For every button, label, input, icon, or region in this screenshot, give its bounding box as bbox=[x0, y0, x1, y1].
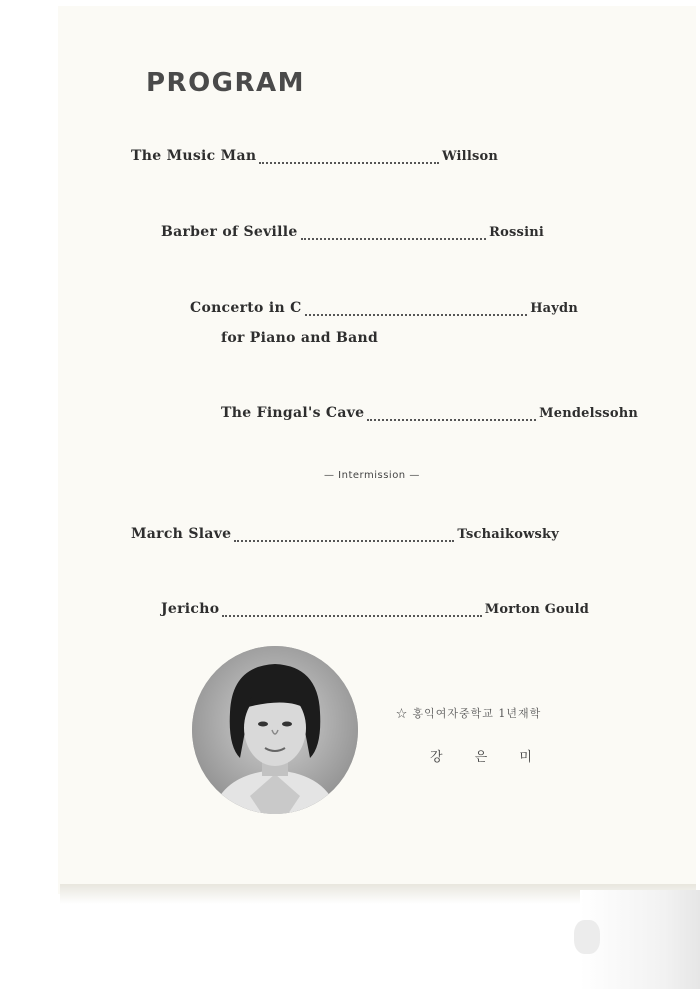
dot-leader bbox=[301, 234, 487, 240]
performer-photo bbox=[192, 646, 358, 814]
program-item-2 bbox=[161, 224, 544, 246]
portrait-image bbox=[192, 646, 358, 814]
dot-leader bbox=[367, 415, 536, 421]
piece-title: Barber of Seville bbox=[161, 224, 298, 240]
program-item-4 bbox=[221, 405, 638, 427]
dot-leader bbox=[222, 611, 481, 617]
intermission-label: — Intermission — bbox=[324, 470, 420, 481]
performer-school: ☆ 홍익여자중학교 1년재학 bbox=[396, 707, 542, 720]
piece-subtitle: for Piano and Band bbox=[221, 330, 379, 346]
program-item-1 bbox=[131, 148, 498, 170]
composer-name: Rossini bbox=[489, 225, 544, 240]
program-item-5 bbox=[131, 526, 559, 548]
corner-stamp bbox=[574, 920, 600, 954]
composer-name: Morton Gould bbox=[484, 602, 589, 617]
program-title: PROGRAM bbox=[146, 68, 306, 98]
composer-name: Willson bbox=[441, 149, 498, 164]
piece-title: The Music Man bbox=[131, 148, 257, 164]
piece-title: March Slave bbox=[131, 526, 232, 542]
program-item-3 bbox=[190, 300, 578, 322]
composer-name: Tschaikowsky bbox=[457, 527, 559, 542]
dot-leader bbox=[234, 536, 454, 542]
program-sheet bbox=[58, 6, 696, 894]
composer-name: Haydn bbox=[530, 301, 578, 316]
program-item-6 bbox=[161, 601, 589, 623]
piece-title: Concerto in C bbox=[190, 300, 302, 316]
dot-leader bbox=[259, 158, 439, 164]
composer-name: Mendelssohn bbox=[539, 406, 638, 421]
dot-leader bbox=[305, 310, 528, 316]
piece-title: The Fingal's Cave bbox=[221, 405, 365, 421]
piece-title: Jericho bbox=[161, 601, 220, 617]
performer-name: 강 은 미 bbox=[430, 750, 546, 765]
